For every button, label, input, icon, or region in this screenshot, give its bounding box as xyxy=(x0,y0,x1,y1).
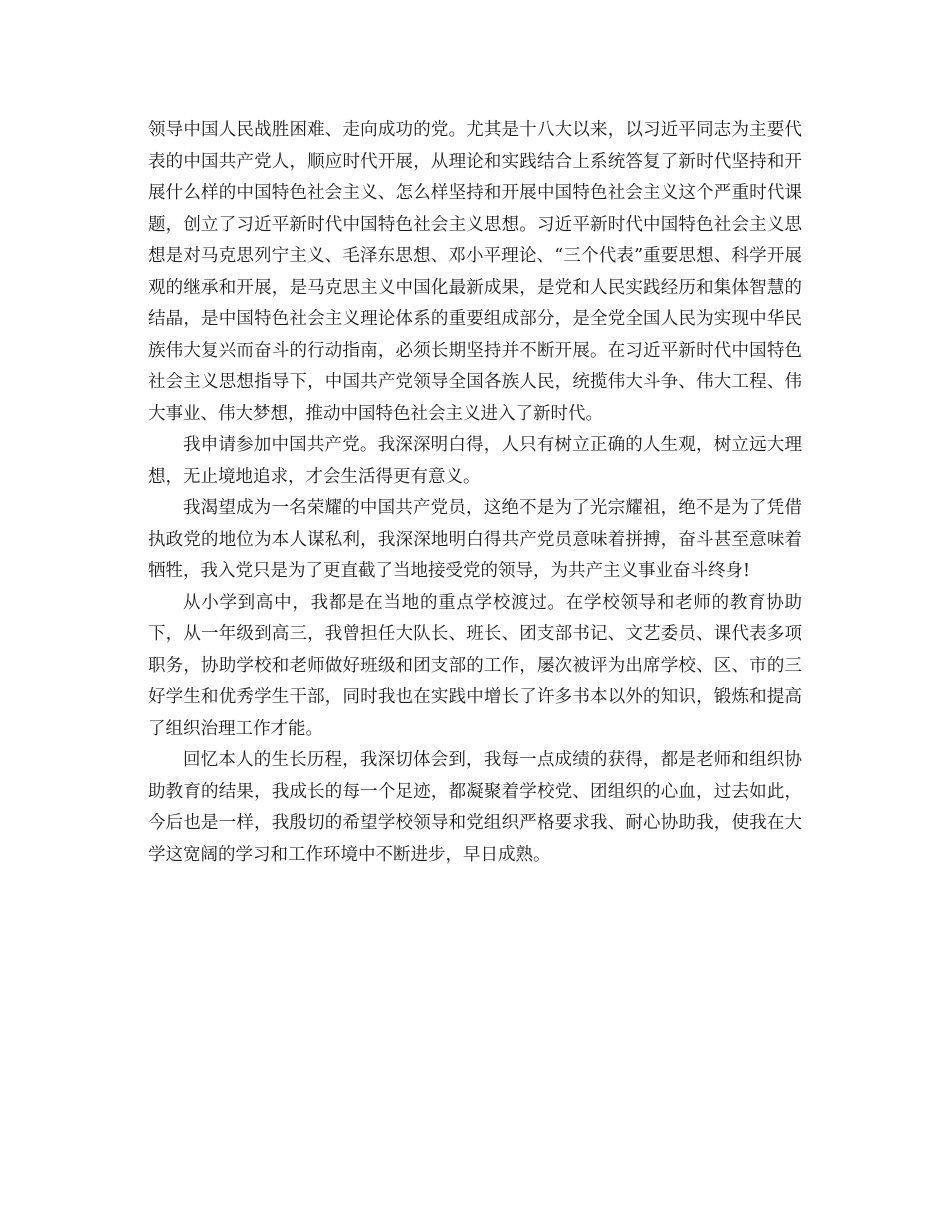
paragraph-continuation: 领导中国人民战胜困难、走向成功的党。尤其是十八大以来，以习近平同志为主要代表的中国共产党人，顺应时代开展，从理论和实践结合上系统答复了新时代坚持和开展什么样的中国特色社会主义、怎么样坚持和开展中国特色社会主义这个严重时代课题，创立了习近平新时代中国特色社会主义思想。习近平新时代中国特色社会主义思想是对马克思列宁主义、毛泽东思想、邓小平理论、“三个代表”重要思想、科学开展观的继承和开展，是马克思主义中国化最新成果，是党和人民实践经历和集体智慧的结晶，是中国特色社会主义理论体系的重要组成部分，是全党全国人民为实现中华民族伟大复兴而奋斗的行动指南，必须长期坚持并不断开展。在习近平新时代中国特色社会主义思想指导下，中国共产党领导全国各族人民，统揽伟大斗争、伟大工程、伟大事业、伟大梦想，推动中国特色社会主义进入了新时代。 xyxy=(148,120,802,424)
paragraph-application: 我申请参加中国共产党。我深深明白得，人只有树立正确的人生观，树立远大理想，无止境地追求，才会生活得更有意义。 xyxy=(148,435,802,487)
paragraph-motivation: 我渴望成为一名荣耀的中国共产党员，这绝不是为了光宗耀祖，绝不是为了凭借执政党的地位为本人谋私利，我深深地明白得共产党员意味着拼搏，奋斗甚至意味着牺牲，我入党只是为了更直截了当地接受党的领导，为共产主义事业奋斗终身! xyxy=(148,498,802,581)
document-body xyxy=(148,115,802,871)
paragraph-reflection: 回忆本人的生长历程，我深切体会到，我每一点成绩的获得，都是老师和组织协助教育的结果，我成长的每一个足迹，都凝聚着学校党、团组织的心血，过去如此，今后也是一样，我殷切的希望学校领导和党组织严格要求我、耐心协助我，使我在大学这宽阔的学习和工作环境中不断进步，早日成熟。 xyxy=(148,750,802,865)
paragraph-school-history: 从小学到高中，我都是在当地的重点学校渡过。在学校领导和老师的教育协助下，从一年级到高三，我曾担任大队长、班长、团支部书记、文艺委员、课代表多项职务，协助学校和老师做好班级和团支部的工作，屡次被评为出席学校、区、市的三好学生和优秀学生干部，同时我也在实践中增长了许多书本以外的知识，锻炼和提高了组织治理工作才能。 xyxy=(148,592,802,739)
